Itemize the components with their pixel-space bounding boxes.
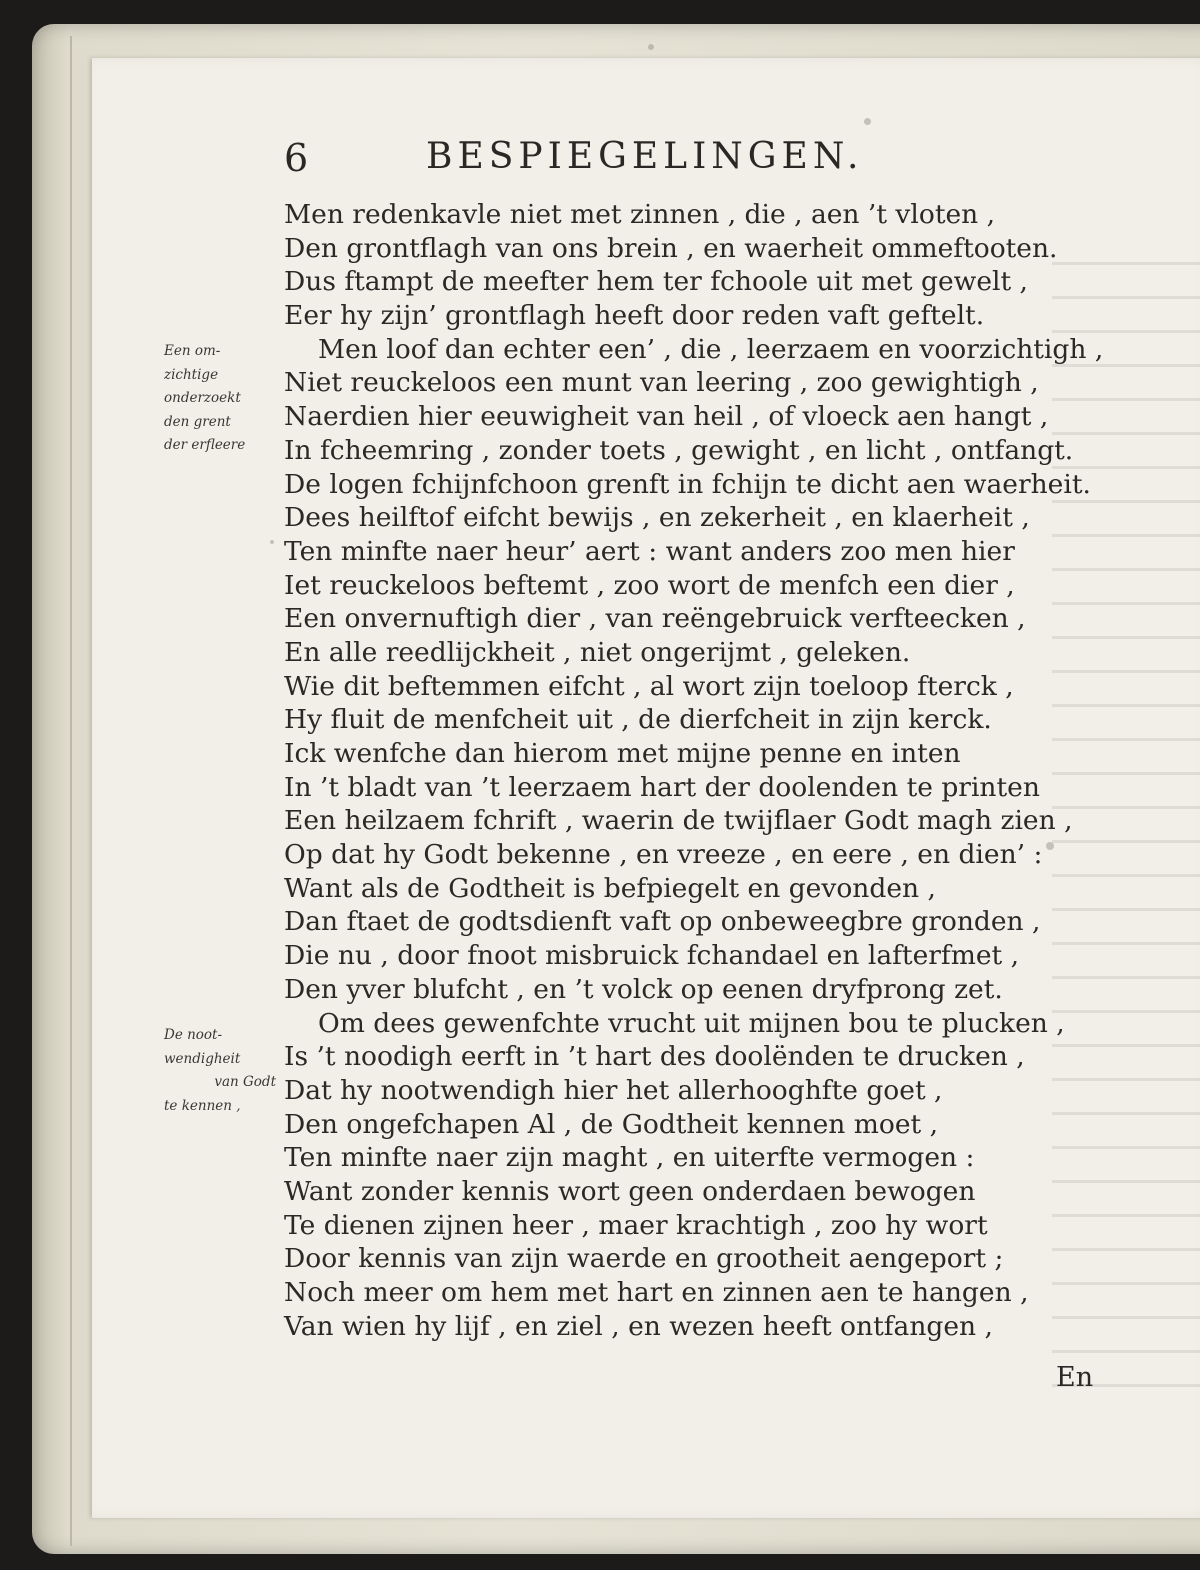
margin-note-line: onderzoekt bbox=[164, 390, 241, 406]
verse-line: In ’t bladt van ’t leerzaem hart der doolenden te printen bbox=[284, 771, 1040, 803]
verse-line: Dan ftaet de godtsdienft vaft op onbeweegbre gronden , bbox=[284, 906, 1041, 938]
verse-line: Is ’t noodigh eerft in ’t hart des doolënden te drucken , bbox=[284, 1041, 1025, 1073]
paper-speck bbox=[648, 44, 654, 50]
margin-note-line: zichtige bbox=[164, 366, 219, 383]
verse-line: Dat hy nootwendigh hier het allerhooghfte goet , bbox=[284, 1074, 943, 1106]
verse-line: Die nu , door fnoot misbruick fchandael en lafterfmet , bbox=[284, 940, 1020, 972]
page-number: 6 bbox=[284, 136, 309, 180]
binding-fold bbox=[40, 36, 72, 1546]
margin-note-line: te kennen , bbox=[164, 1097, 241, 1114]
verse-line: Want zonder kennis wort geen onderdaen bewogen bbox=[284, 1175, 976, 1207]
verse-line: Een heilzaem fchrift , waerin de twijflaer Godt magh zien , bbox=[284, 805, 1073, 837]
verse-line: Door kennis van zijn waerde en grootheit aengeport ; bbox=[284, 1243, 1004, 1275]
margin-note-line: van Godt bbox=[214, 1074, 276, 1090]
verse-line: Ten minfte naer heur’ aert : want anders zoo men hier bbox=[284, 535, 1015, 567]
margin-note-line: Een om- bbox=[164, 343, 221, 359]
verse-line: De logen fchijnfchoon grenft in fchijn te dicht aen waerheit. bbox=[284, 468, 1091, 500]
margin-note bbox=[164, 340, 284, 458]
verse-text bbox=[284, 198, 1104, 1343]
paper-speck bbox=[270, 540, 274, 544]
catchword: En bbox=[1056, 1362, 1094, 1393]
margin-note-line: den grent bbox=[164, 413, 231, 430]
verse-line: Noch meer om hem met hart en zinnen aen te hangen , bbox=[284, 1277, 1029, 1308]
verse-line: Naerdien hier eeuwigheit van heil , of vloeck aen hangt , bbox=[284, 401, 1049, 433]
verse-line: Wie dit beftemmen eifcht , al wort zijn toeloop fterck , bbox=[284, 670, 1014, 702]
running-title: BESPIEGELINGEN. bbox=[426, 136, 864, 177]
margin-note-line: der erfleere bbox=[164, 437, 246, 453]
margin-note bbox=[164, 1024, 284, 1118]
verse-line: Want als de Godtheit is befpiegelt en gevonden , bbox=[284, 872, 936, 904]
verse-line: In fcheemring , zonder toets , gewight , en licht , ontfangt. bbox=[284, 434, 1074, 466]
verse-line: Iet reuckeloos beftemt , zoo wort de menfch een dier , bbox=[284, 569, 1015, 601]
verse-line: Eer hy zijn’ grontflagh heeft door reden vaft geftelt. bbox=[284, 300, 985, 332]
verse-line: Men redenkavle niet met zinnen , die , aen ’t vloten , bbox=[284, 199, 996, 230]
verse-line: Ick wenfche dan hierom met mijne penne en inten bbox=[284, 738, 961, 769]
paper-speck bbox=[864, 118, 871, 125]
page-header bbox=[280, 136, 980, 196]
margin-note-line: De noot- bbox=[164, 1027, 223, 1043]
verse-line: Dees heilftof eifcht bewijs , en zekerheit , en klaerheit , bbox=[284, 502, 1030, 534]
verse-line: Den yver blufcht , en ’t volck op eenen dryfprong zet. bbox=[284, 973, 1003, 1005]
verse-line: Niet reuckeloos een munt van leering , zoo gewightigh , bbox=[284, 367, 1039, 399]
margin-note-line: wendigheit bbox=[164, 1050, 241, 1067]
verse-line: Den ongefchapen Al , de Godtheit kennen moet , bbox=[284, 1108, 939, 1140]
verse-line: Dus ftampt de meefter hem ter fchoole uit met gewelt , bbox=[284, 266, 1028, 298]
verse-line: Men loof dan echter een’ , die , leerzaem en voorzichtigh , bbox=[318, 333, 1104, 365]
verse-line: Om dees gewenfchte vrucht uit mijnen bou te plucken , bbox=[318, 1007, 1065, 1039]
verse-line: Hy fluit de menfcheit uit , de dierfcheit in zijn kerck. bbox=[284, 704, 992, 736]
verse-line: Op dat hy Godt bekenne , en vreeze , en eere , en dien’ : bbox=[284, 839, 1043, 871]
verse-line: Van wien hy lijf , en ziel , en wezen heeft ontfangen , bbox=[284, 1310, 993, 1342]
verse-line: Ten minfte naer zijn maght , en uiterfte vermogen : bbox=[284, 1142, 975, 1174]
verse-line: Te dienen zijnen heer , maer krachtigh , zoo hy wort bbox=[284, 1209, 988, 1241]
verse-line: En alle reedlijckheit , niet ongerijmt , geleken. bbox=[284, 636, 911, 668]
verse-line: Den grontflagh van ons brein , en waerheit ommeftooten. bbox=[284, 232, 1058, 264]
verse-line: Een onvernuftigh dier , van reëngebruick verfteecken , bbox=[284, 603, 1026, 635]
